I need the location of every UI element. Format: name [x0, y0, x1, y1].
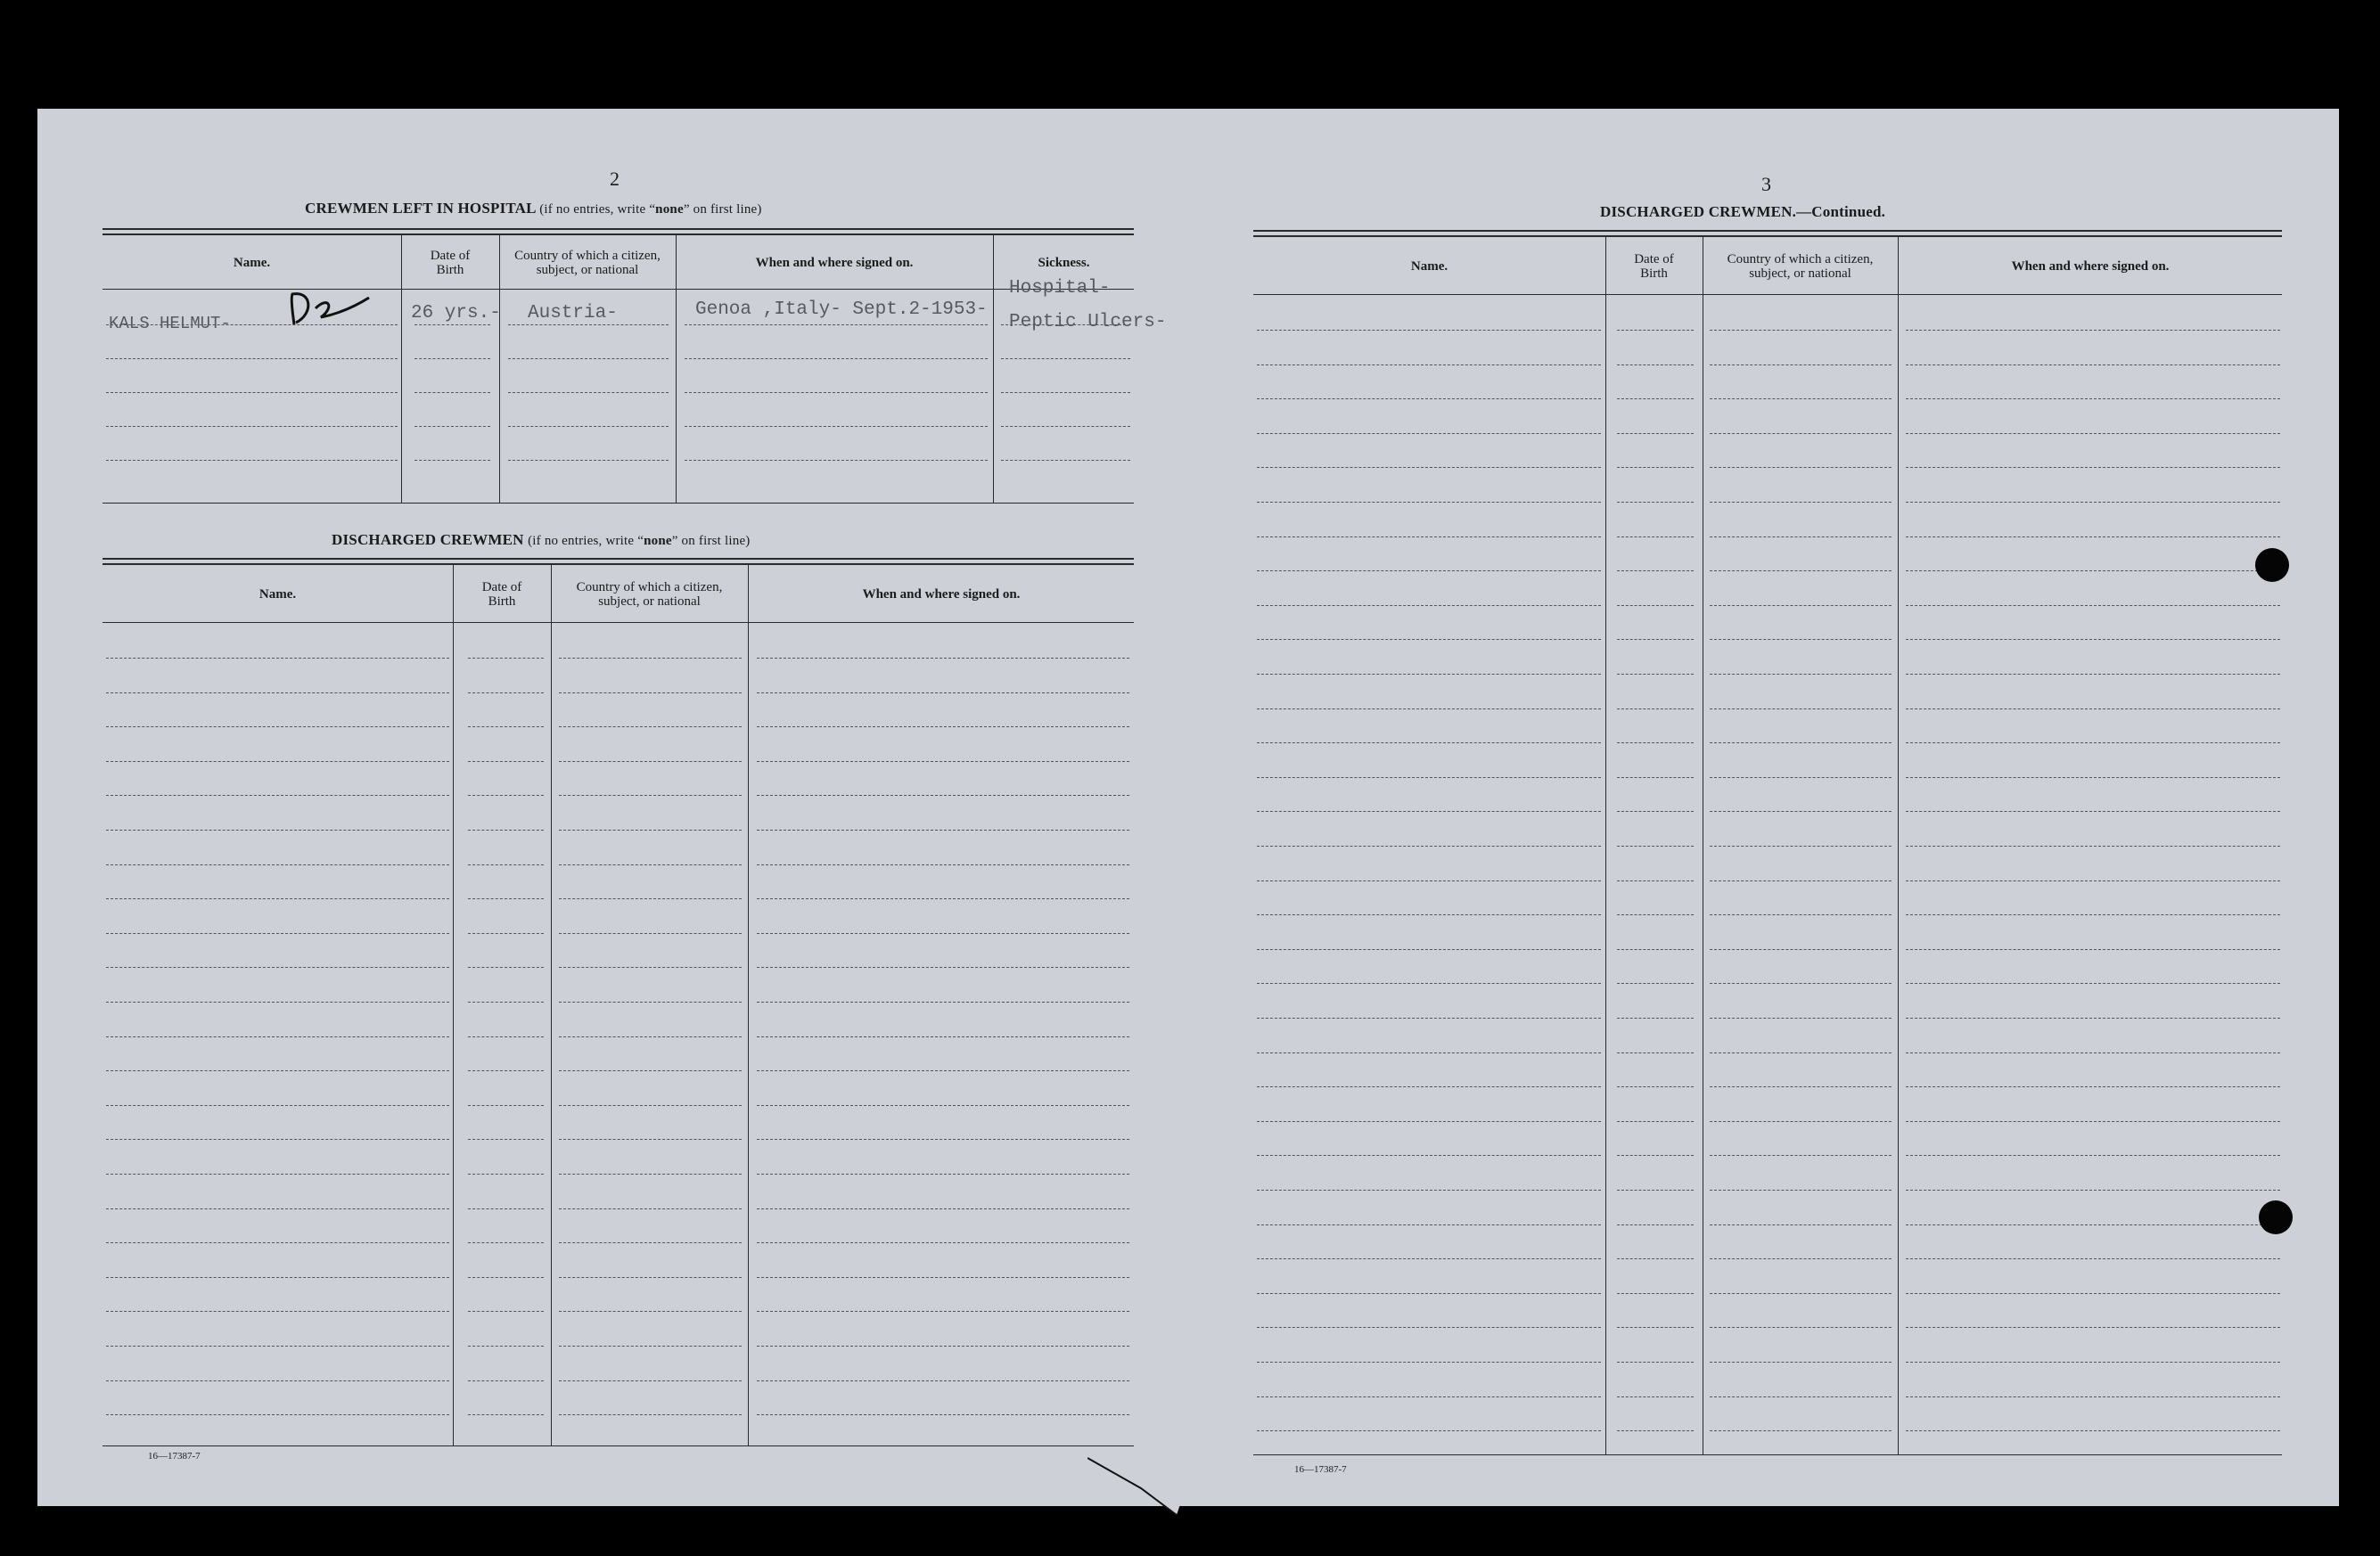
ruled-line [559, 692, 742, 693]
ruled-line [1906, 1327, 2280, 1328]
ruled-line [468, 1036, 544, 1037]
ruled-line [106, 967, 449, 968]
ruled-line [1257, 1086, 1601, 1087]
ruled-line [559, 1414, 742, 1415]
ruled-line [559, 967, 742, 968]
hospital-header-sickness: Sickness. [1038, 256, 1090, 270]
ruled-line [468, 1002, 544, 1003]
ruled-line [1257, 605, 1601, 606]
ruled-line [1906, 536, 2280, 537]
ruled-line [1906, 1190, 2280, 1191]
ruled-line [468, 1242, 544, 1243]
discharged-left-header-name: Name. [259, 587, 297, 602]
ruled-line [1257, 570, 1601, 571]
ruled-line [757, 726, 1129, 727]
left-form-code: 16—17387-7 [148, 1451, 201, 1462]
ruled-line [1906, 398, 2280, 399]
ruled-line [106, 830, 449, 831]
ruled-line [468, 1174, 544, 1175]
ruled-line [1617, 1224, 1694, 1225]
ruled-line [468, 1070, 544, 1071]
ruled-line [1906, 811, 2280, 812]
ruled-line [106, 726, 449, 727]
ruled-line [1617, 639, 1694, 640]
ruled-line [685, 460, 988, 461]
ruled-line [1906, 1052, 2280, 1053]
paper-fold-tear [1087, 1453, 1194, 1524]
hospital-header-signed-on: When and where signed on. [755, 256, 914, 270]
ruled-line [106, 392, 398, 393]
ruled-line [1617, 364, 1694, 365]
ruled-line [1257, 674, 1601, 675]
ruled-line [757, 1242, 1129, 1243]
ruled-line [1617, 708, 1694, 709]
hospital-entry-dob: 26 yrs.- [411, 303, 501, 323]
ruled-line [468, 658, 544, 659]
ruled-line [1257, 1258, 1601, 1259]
ruled-line [1257, 502, 1601, 503]
ruled-line [1001, 392, 1130, 393]
ruled-line [1906, 1018, 2280, 1019]
ruled-line [106, 460, 398, 461]
hospital-title-text: CREWMEN LEFT IN HOSPITAL [305, 200, 536, 217]
ruled-line [757, 658, 1129, 659]
hospital-header-country: Country of which a citizen, subject, or national [514, 249, 661, 277]
ruled-line [1257, 846, 1601, 847]
ruled-line [1906, 1121, 2280, 1122]
ruled-line [757, 692, 1129, 693]
ruled-line [1617, 1086, 1694, 1087]
ruled-line [1257, 1396, 1601, 1397]
ruled-line [1906, 983, 2280, 984]
hospital-entry-name: KALS HELMUT- [109, 314, 231, 333]
ruled-line [1710, 570, 1892, 571]
ruled-line [1617, 398, 1694, 399]
discharged-right-header-dob: Date of Birth [1634, 252, 1674, 281]
hospital-entry-sickness-line2: Peptic Ulcers- [1009, 312, 1167, 332]
ruled-line [757, 933, 1129, 934]
ruled-line [468, 726, 544, 727]
ruled-line [106, 898, 449, 899]
ruled-line [757, 1380, 1129, 1381]
ruled-line [1906, 570, 2280, 571]
ruled-line [106, 1346, 449, 1347]
ruled-line [757, 898, 1129, 899]
ruled-line [757, 795, 1129, 796]
discharged-title-text: DISCHARGED CREWMEN [332, 531, 524, 548]
ruled-line [468, 898, 544, 899]
ruled-line [106, 864, 449, 865]
hospital-entry-sickness-line1: Hospital- [1009, 278, 1111, 299]
ruled-line [1257, 467, 1601, 468]
ruled-line [1617, 846, 1694, 847]
ruled-line [1906, 742, 2280, 743]
ruled-line [1906, 1396, 2280, 1397]
ruled-line [1617, 1258, 1694, 1259]
ruled-line [1710, 1190, 1892, 1191]
punch-hole-lower [2259, 1200, 2293, 1234]
ruled-line [468, 1346, 544, 1347]
discharged-right-header-signed-on: When and where signed on. [2011, 259, 2170, 274]
ruled-line [106, 1311, 449, 1312]
ruled-line [1001, 426, 1130, 427]
ruled-line [1257, 708, 1601, 709]
ruled-line [1710, 846, 1892, 847]
ruled-line [1257, 1362, 1601, 1363]
discharged-right-header-country: Country of which a citizen, subject, or national [1727, 252, 1874, 281]
ruled-line [1906, 1258, 2280, 1259]
ruled-line [559, 1242, 742, 1243]
ruled-line [508, 358, 669, 359]
ruled-line [468, 795, 544, 796]
ruled-line [1257, 983, 1601, 984]
ruled-line [1906, 330, 2280, 331]
ruled-line [1710, 742, 1892, 743]
ruled-line [468, 1105, 544, 1106]
ruled-line [1257, 433, 1601, 434]
ruled-line [508, 460, 669, 461]
ruled-line [559, 1346, 742, 1347]
ruled-line [1906, 1086, 2280, 1087]
ruled-line [468, 1277, 544, 1278]
ruled-line [685, 324, 988, 325]
ruled-line [106, 1105, 449, 1106]
hospital-header-dob: Date of Birth [430, 249, 471, 277]
ruled-line [1906, 708, 2280, 709]
ruled-line [757, 1346, 1129, 1347]
ruled-line [106, 761, 449, 762]
ruled-line [106, 1174, 449, 1175]
ruled-line [1617, 983, 1694, 984]
ruled-line [468, 967, 544, 968]
ruled-line [1257, 1018, 1601, 1019]
ruled-line [559, 1174, 742, 1175]
ruled-line [1906, 846, 2280, 847]
ruled-line [1710, 364, 1892, 365]
ruled-line [1257, 398, 1601, 399]
handwritten-initials [276, 287, 374, 332]
ruled-line [1257, 536, 1601, 537]
ruled-line [1617, 433, 1694, 434]
ruled-line [1710, 1258, 1892, 1259]
ruled-line [1906, 949, 2280, 950]
ruled-line [1710, 1362, 1892, 1363]
ruled-line [1617, 1327, 1694, 1328]
ruled-line [1617, 1052, 1694, 1053]
ruled-line [1617, 777, 1694, 778]
ruled-line [106, 1208, 449, 1209]
ruled-line [1710, 1224, 1892, 1225]
ruled-line [468, 1208, 544, 1209]
ruled-line [1257, 1190, 1601, 1191]
ruled-line [757, 830, 1129, 831]
ruled-line [559, 1380, 742, 1381]
right-page-number: 3 [1761, 173, 1771, 195]
ruled-line [1617, 880, 1694, 881]
ruled-line [1710, 639, 1892, 640]
ruled-line [1257, 880, 1601, 881]
ruled-line [468, 1139, 544, 1140]
discharged-section-title [332, 531, 751, 549]
ruled-line [106, 1414, 449, 1415]
hospital-section-title [305, 200, 762, 217]
ruled-line [1710, 1396, 1892, 1397]
ruled-line [559, 1208, 742, 1209]
ruled-line [757, 1414, 1129, 1415]
ruled-line [1710, 983, 1892, 984]
ruled-line [559, 658, 742, 659]
ruled-line [1906, 914, 2280, 915]
ruled-line [757, 1139, 1129, 1140]
ruled-line [757, 1277, 1129, 1278]
ruled-line [1617, 536, 1694, 537]
ruled-line [757, 864, 1129, 865]
ruled-line [1710, 777, 1892, 778]
ruled-line [1906, 777, 2280, 778]
ruled-line [468, 1311, 544, 1312]
ruled-line [106, 692, 449, 693]
ruled-line [559, 1002, 742, 1003]
ruled-line [106, 795, 449, 796]
ruled-line [1617, 1396, 1694, 1397]
ruled-line [106, 426, 398, 427]
ruled-line [757, 1311, 1129, 1312]
hospital-title-note: (if no entries, write “none” on first line) [539, 202, 762, 217]
discharged-left-header-country: Country of which a citizen, subject, or national [576, 580, 723, 609]
ruled-line [1906, 433, 2280, 434]
ruled-line [414, 426, 490, 427]
ruled-line [559, 933, 742, 934]
ruled-line [106, 1139, 449, 1140]
ruled-line [1710, 433, 1892, 434]
discharged-left-header-signed-on: When and where signed on. [862, 587, 1021, 602]
right-form-code: 16—17387-7 [1294, 1464, 1347, 1475]
ruled-line [1710, 1086, 1892, 1087]
ruled-line [1710, 1155, 1892, 1156]
ruled-line [1257, 742, 1601, 743]
ruled-line [1710, 398, 1892, 399]
ruled-line [1710, 1018, 1892, 1019]
ruled-line [414, 324, 490, 325]
ruled-line [1617, 1155, 1694, 1156]
ruled-line [1710, 330, 1892, 331]
ruled-line [106, 658, 449, 659]
ruled-line [1257, 949, 1601, 950]
ruled-line [685, 358, 988, 359]
ruled-line [1257, 330, 1601, 331]
ruled-line [1710, 914, 1892, 915]
ruled-line [1257, 364, 1601, 365]
ruled-line [1001, 358, 1130, 359]
ruled-line [1617, 811, 1694, 812]
ruled-line [1906, 502, 2280, 503]
ruled-line [757, 1036, 1129, 1037]
ruled-line [508, 324, 669, 325]
ruled-line [106, 1242, 449, 1243]
ruled-line [1001, 460, 1130, 461]
discharged-right-header-name: Name. [1410, 259, 1449, 274]
ruled-line [1906, 1430, 2280, 1431]
ruled-line [1906, 1155, 2280, 1156]
ruled-line [1617, 330, 1694, 331]
ruled-line [106, 1036, 449, 1037]
ruled-line [1710, 949, 1892, 950]
ruled-line [1257, 1052, 1601, 1053]
ruled-line [1617, 1190, 1694, 1191]
ruled-line [1617, 1362, 1694, 1363]
ruled-line [1710, 674, 1892, 675]
ruled-line [559, 864, 742, 865]
ruled-line [1710, 880, 1892, 881]
ruled-line [414, 392, 490, 393]
hospital-entry-signed-on: Genoa ,Italy- Sept.2-1953- [695, 299, 988, 320]
ruled-line [468, 1380, 544, 1381]
discharged-table-right [1253, 228, 2282, 1458]
ruled-line [1710, 708, 1892, 709]
ruled-line [106, 933, 449, 934]
ruled-line [757, 1208, 1129, 1209]
discharged-left-header-dob: Date of Birth [481, 580, 522, 609]
ruled-line [468, 1414, 544, 1415]
hospital-entry-country: Austria- [528, 303, 618, 323]
discharged-table-left [103, 556, 1134, 1449]
ruled-line [1617, 1018, 1694, 1019]
ruled-line [559, 1105, 742, 1106]
ruled-line [559, 795, 742, 796]
ruled-line [508, 426, 669, 427]
ruled-line [559, 830, 742, 831]
ruled-line [1617, 1121, 1694, 1122]
ruled-line [106, 358, 398, 359]
ruled-line [559, 1139, 742, 1140]
ruled-line [1710, 502, 1892, 503]
ruled-line [1906, 364, 2280, 365]
ruled-line [559, 898, 742, 899]
ruled-line [757, 1105, 1129, 1106]
ruled-line [468, 761, 544, 762]
ruled-line [1710, 1052, 1892, 1053]
discharged-title-note: (if no entries, write “none” on first line) [528, 534, 751, 548]
hospital-header-name: Name. [233, 256, 271, 270]
ruled-line [685, 426, 988, 427]
ruled-line [1617, 949, 1694, 950]
ruled-line [468, 692, 544, 693]
ruled-line [1906, 674, 2280, 675]
ruled-line [1710, 1430, 1892, 1431]
ruled-line [1906, 639, 2280, 640]
ruled-line [1257, 1430, 1601, 1431]
ruled-line [757, 1002, 1129, 1003]
ruled-line [1257, 639, 1601, 640]
ruled-line [1710, 1293, 1892, 1294]
ruled-line [414, 358, 490, 359]
ruled-line [1257, 1121, 1601, 1122]
ruled-line [1257, 777, 1601, 778]
ruled-line [1617, 605, 1694, 606]
ruled-line [1906, 467, 2280, 468]
ruled-line [1617, 502, 1694, 503]
ruled-line [1906, 605, 2280, 606]
ruled-line [1617, 570, 1694, 571]
ruled-line [1710, 1327, 1892, 1328]
ruled-line [1617, 1293, 1694, 1294]
ruled-line [508, 392, 669, 393]
ruled-line [757, 967, 1129, 968]
hospital-table [103, 226, 1134, 504]
ruled-line [468, 864, 544, 865]
ruled-line [468, 933, 544, 934]
ruled-line [1906, 880, 2280, 881]
ruled-line [1617, 674, 1694, 675]
ruled-line [757, 761, 1129, 762]
ruled-line [1257, 1327, 1601, 1328]
ruled-line [757, 1070, 1129, 1071]
ruled-line [1617, 1430, 1694, 1431]
ruled-line [1257, 1293, 1601, 1294]
right-section-title: DISCHARGED CREWMEN.—Continued. [1600, 203, 1886, 220]
ruled-line [1257, 1155, 1601, 1156]
ruled-line [1617, 467, 1694, 468]
ruled-line [1257, 914, 1601, 915]
ruled-line [559, 761, 742, 762]
ruled-line [106, 1277, 449, 1278]
ruled-line [1710, 536, 1892, 537]
ruled-line [1617, 742, 1694, 743]
ruled-line [106, 1002, 449, 1003]
ruled-line [559, 1070, 742, 1071]
ruled-line [1710, 1121, 1892, 1122]
ruled-line [106, 1070, 449, 1071]
ruled-line [1710, 811, 1892, 812]
ruled-line [559, 726, 742, 727]
ruled-line [1906, 1293, 2280, 1294]
ruled-line [414, 460, 490, 461]
ruled-line [1906, 1362, 2280, 1363]
ruled-line [685, 392, 988, 393]
ruled-line [1906, 1224, 2280, 1225]
left-page-number: 2 [610, 168, 620, 190]
ruled-line [1257, 1224, 1601, 1225]
ruled-line [106, 1380, 449, 1381]
ruled-line [757, 1174, 1129, 1175]
ruled-line [559, 1277, 742, 1278]
ruled-line [1257, 811, 1601, 812]
punch-hole-upper [2255, 548, 2289, 582]
ruled-line [468, 830, 544, 831]
ruled-line [559, 1311, 742, 1312]
ruled-line [1617, 914, 1694, 915]
ruled-line [1710, 605, 1892, 606]
ruled-line [559, 1036, 742, 1037]
ruled-line [1710, 467, 1892, 468]
